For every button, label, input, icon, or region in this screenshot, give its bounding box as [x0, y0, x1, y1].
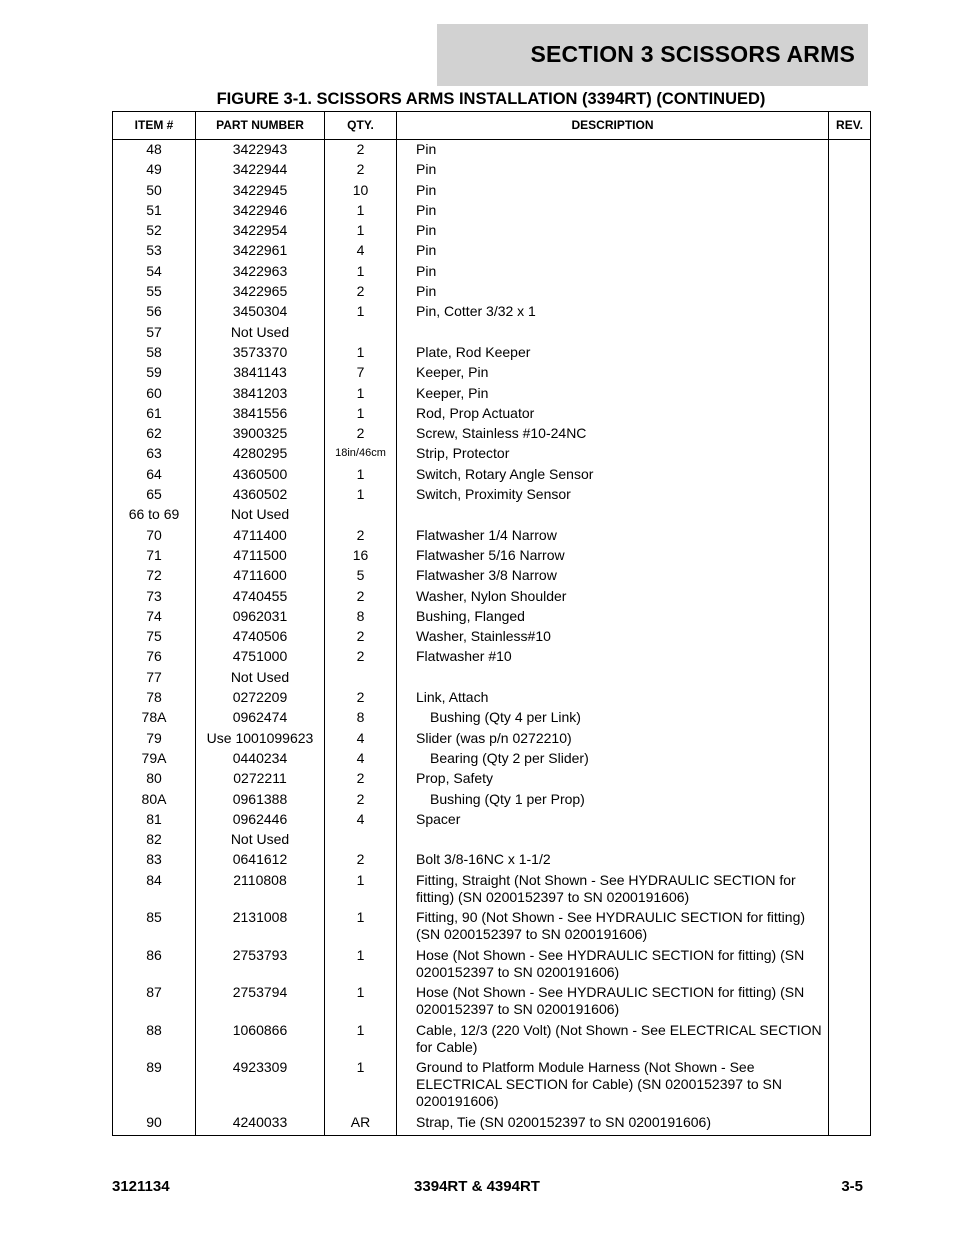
quantity-cell: 4	[325, 730, 397, 750]
quantity-cell: 8	[325, 709, 397, 729]
part-number-cell: 0272211	[196, 770, 325, 790]
table-row	[113, 811, 871, 831]
part-number-cell: 3422965	[196, 283, 325, 303]
revision-cell	[829, 608, 871, 628]
part-number-cell: 1060866	[196, 1022, 325, 1060]
quantity-cell: 1	[325, 1059, 397, 1114]
quantity-cell	[325, 831, 397, 851]
revision-cell	[829, 709, 871, 729]
revision-cell	[829, 445, 871, 465]
part-number-cell: 0272209	[196, 689, 325, 709]
part-number-cell: 0962031	[196, 608, 325, 628]
table-row	[113, 567, 871, 587]
revision-cell	[829, 567, 871, 587]
quantity-cell: 2	[325, 851, 397, 871]
table-row	[113, 405, 871, 425]
revision-cell	[829, 770, 871, 790]
item-number-cell: 65	[113, 486, 196, 506]
revision-cell	[829, 202, 871, 222]
quantity-cell: 1	[325, 984, 397, 1022]
table-row	[113, 547, 871, 567]
description-cell: Pin	[397, 283, 829, 303]
part-number-cell: Use 1001099623	[196, 730, 325, 750]
item-number-cell: 72	[113, 567, 196, 587]
item-number-cell: 85	[113, 909, 196, 947]
revision-cell	[829, 161, 871, 181]
table-row	[113, 445, 871, 465]
quantity-cell	[325, 324, 397, 344]
part-number-cell: 2753793	[196, 947, 325, 985]
parts-table	[112, 111, 871, 1136]
revision-cell	[829, 628, 871, 648]
table-header-row	[113, 112, 871, 140]
part-number-cell: Not Used	[196, 506, 325, 526]
part-number-cell: 3422945	[196, 182, 325, 202]
item-number-cell: 60	[113, 385, 196, 405]
quantity-cell: 1	[325, 344, 397, 364]
table-row	[113, 872, 871, 910]
item-number-cell: 71	[113, 547, 196, 567]
description-cell: Flatwasher #10	[397, 648, 829, 668]
revision-cell	[829, 1059, 871, 1114]
part-number-cell: 4240033	[196, 1114, 325, 1136]
item-number-cell: 59	[113, 364, 196, 384]
table-row	[113, 140, 871, 162]
description-cell: Fitting, Straight (Not Shown - See HYDRAULIC SECTION for fitting) (SN 0200152397 to SN 0200191606)	[397, 872, 829, 910]
description-cell: Pin	[397, 161, 829, 181]
description-cell: Strap, Tie (SN 0200152397 to SN 0200191606)	[397, 1114, 829, 1136]
quantity-cell: 2	[325, 648, 397, 668]
table-row	[113, 161, 871, 181]
part-number-cell: 3841556	[196, 405, 325, 425]
revision-cell	[829, 750, 871, 770]
item-number-cell: 51	[113, 202, 196, 222]
description-cell: Bushing (Qty 4 per Link)	[397, 709, 829, 729]
description-cell: Pin	[397, 140, 829, 162]
description-cell: Hose (Not Shown - See HYDRAULIC SECTION for fitting) (SN 0200152397 to SN 0200191606)	[397, 947, 829, 985]
quantity-cell	[325, 506, 397, 526]
part-number-cell: 0641612	[196, 851, 325, 871]
item-number-cell: 70	[113, 527, 196, 547]
description-cell: Washer, Nylon Shoulder	[397, 588, 829, 608]
quantity-cell: 18in/46cm	[325, 445, 397, 465]
description-cell: Slider (was p/n 0272210)	[397, 730, 829, 750]
description-cell: Flatwasher 1/4 Narrow	[397, 527, 829, 547]
quantity-cell: 2	[325, 628, 397, 648]
item-number-cell: 58	[113, 344, 196, 364]
quantity-cell: 1	[325, 1022, 397, 1060]
description-cell: Link, Attach	[397, 689, 829, 709]
description-cell: Bushing, Flanged	[397, 608, 829, 628]
quantity-cell: 4	[325, 811, 397, 831]
table-row	[113, 324, 871, 344]
quantity-cell: 10	[325, 182, 397, 202]
revision-cell	[829, 909, 871, 947]
table-row	[113, 791, 871, 811]
quantity-cell: 2	[325, 283, 397, 303]
table-row	[113, 669, 871, 689]
description-cell: Strip, Protector	[397, 445, 829, 465]
description-cell: Spacer	[397, 811, 829, 831]
part-number-cell: Not Used	[196, 324, 325, 344]
item-number-cell: 89	[113, 1059, 196, 1114]
revision-cell	[829, 364, 871, 384]
revision-cell	[829, 984, 871, 1022]
quantity-cell: 1	[325, 486, 397, 506]
quantity-cell: 4	[325, 242, 397, 262]
item-number-cell: 87	[113, 984, 196, 1022]
item-number-cell: 66 to 69	[113, 506, 196, 526]
part-number-cell: 3422954	[196, 222, 325, 242]
part-number-cell: 4711400	[196, 527, 325, 547]
description-cell: Bushing (Qty 1 per Prop)	[397, 791, 829, 811]
revision-cell	[829, 344, 871, 364]
quantity-cell: AR	[325, 1114, 397, 1136]
description-cell: Pin	[397, 182, 829, 202]
part-number-cell: 2753794	[196, 984, 325, 1022]
revision-cell	[829, 947, 871, 985]
description-cell: Pin, Cotter 3/32 x 1	[397, 303, 829, 323]
quantity-cell: 2	[325, 770, 397, 790]
description-cell: Switch, Proximity Sensor	[397, 486, 829, 506]
part-number-cell: 3450304	[196, 303, 325, 323]
revision-cell	[829, 506, 871, 526]
quantity-cell: 4	[325, 750, 397, 770]
table-row	[113, 1059, 871, 1114]
part-number-cell: 3841203	[196, 385, 325, 405]
quantity-cell: 2	[325, 140, 397, 162]
table-row	[113, 608, 871, 628]
item-number-cell: 80A	[113, 791, 196, 811]
item-number-cell: 64	[113, 466, 196, 486]
table-row	[113, 689, 871, 709]
item-number-cell: 48	[113, 140, 196, 162]
part-number-cell: 3422946	[196, 202, 325, 222]
table-row	[113, 770, 871, 790]
table-row	[113, 364, 871, 384]
table-row	[113, 527, 871, 547]
part-number-cell: 3422961	[196, 242, 325, 262]
revision-cell	[829, 851, 871, 871]
revision-cell	[829, 791, 871, 811]
quantity-cell: 2	[325, 527, 397, 547]
description-cell: Fitting, 90 (Not Shown - See HYDRAULIC SECTION for fitting) (SN 0200152397 to SN 0200191606)	[397, 909, 829, 947]
quantity-cell: 1	[325, 466, 397, 486]
part-number-cell: 0962474	[196, 709, 325, 729]
item-number-cell: 86	[113, 947, 196, 985]
item-number-cell: 90	[113, 1114, 196, 1136]
item-number-cell: 53	[113, 242, 196, 262]
revision-cell	[829, 648, 871, 668]
footer-model-names: 3394RT & 4394RT	[414, 1178, 540, 1195]
table-row	[113, 486, 871, 506]
item-number-cell: 74	[113, 608, 196, 628]
footer-page-number: 3-5	[841, 1178, 863, 1195]
quantity-cell: 1	[325, 947, 397, 985]
quantity-cell: 5	[325, 567, 397, 587]
quantity-cell: 2	[325, 161, 397, 181]
revision-cell	[829, 405, 871, 425]
table-row	[113, 242, 871, 262]
part-number-cell: 4711600	[196, 567, 325, 587]
revision-cell	[829, 324, 871, 344]
part-number-cell: 0440234	[196, 750, 325, 770]
part-number-cell: 4751000	[196, 648, 325, 668]
table-row	[113, 984, 871, 1022]
table-row	[113, 466, 871, 486]
description-cell	[397, 506, 829, 526]
item-number-cell: 61	[113, 405, 196, 425]
item-number-cell: 78A	[113, 709, 196, 729]
revision-cell	[829, 303, 871, 323]
description-cell: Cable, 12/3 (220 Volt) (Not Shown - See ELECTRICAL SECTION for Cable)	[397, 1022, 829, 1060]
table-row	[113, 222, 871, 242]
description-cell: Switch, Rotary Angle Sensor	[397, 466, 829, 486]
item-number-cell: 54	[113, 263, 196, 283]
revision-cell	[829, 182, 871, 202]
quantity-cell: 1	[325, 909, 397, 947]
part-number-cell: 4360502	[196, 486, 325, 506]
section-title: SECTION 3 SCISSORS ARMS	[530, 41, 855, 67]
description-cell: Pin	[397, 222, 829, 242]
table-row	[113, 851, 871, 871]
footer-document-number: 3121134	[112, 1178, 170, 1195]
item-number-cell: 83	[113, 851, 196, 871]
table-row	[113, 506, 871, 526]
item-number-cell: 62	[113, 425, 196, 445]
revision-cell	[829, 872, 871, 910]
revision-cell	[829, 486, 871, 506]
quantity-cell: 16	[325, 547, 397, 567]
description-cell: Pin	[397, 263, 829, 283]
quantity-cell: 7	[325, 364, 397, 384]
parts-table-body	[113, 140, 871, 1136]
part-number-cell: 2110808	[196, 872, 325, 910]
part-number-cell: 3573370	[196, 344, 325, 364]
table-row	[113, 709, 871, 729]
table-row	[113, 1022, 871, 1060]
part-number-cell: 4740455	[196, 588, 325, 608]
item-number-cell: 50	[113, 182, 196, 202]
column-header-qty: QTY.	[325, 112, 397, 140]
item-number-cell: 57	[113, 324, 196, 344]
item-number-cell: 55	[113, 283, 196, 303]
table-row	[113, 425, 871, 445]
description-cell	[397, 831, 829, 851]
item-number-cell: 52	[113, 222, 196, 242]
quantity-cell: 1	[325, 385, 397, 405]
quantity-cell: 1	[325, 202, 397, 222]
description-cell	[397, 669, 829, 689]
revision-cell	[829, 466, 871, 486]
part-number-cell: 3422963	[196, 263, 325, 283]
part-number-cell: 4280295	[196, 445, 325, 465]
quantity-cell	[325, 669, 397, 689]
part-number-cell: 0961388	[196, 791, 325, 811]
column-header-description: DESCRIPTION	[397, 112, 829, 140]
description-cell: Bearing (Qty 2 per Slider)	[397, 750, 829, 770]
part-number-cell: 4740506	[196, 628, 325, 648]
quantity-cell: 1	[325, 303, 397, 323]
part-number-cell: 3841143	[196, 364, 325, 384]
quantity-cell: 2	[325, 689, 397, 709]
description-cell: Screw, Stainless #10-24NC	[397, 425, 829, 445]
table-row	[113, 730, 871, 750]
description-cell: Keeper, Pin	[397, 364, 829, 384]
revision-cell	[829, 385, 871, 405]
revision-cell	[829, 730, 871, 750]
part-number-cell: Not Used	[196, 669, 325, 689]
table-row	[113, 831, 871, 851]
revision-cell	[829, 689, 871, 709]
description-cell: Washer, Stainless#10	[397, 628, 829, 648]
part-number-cell: 0962446	[196, 811, 325, 831]
quantity-cell: 1	[325, 222, 397, 242]
revision-cell	[829, 669, 871, 689]
description-cell: Hose (Not Shown - See HYDRAULIC SECTION for fitting) (SN 0200152397 to SN 0200191606)	[397, 984, 829, 1022]
revision-cell	[829, 831, 871, 851]
part-number-cell: 3422944	[196, 161, 325, 181]
item-number-cell: 80	[113, 770, 196, 790]
description-cell: Keeper, Pin	[397, 385, 829, 405]
revision-cell	[829, 283, 871, 303]
description-cell: Bolt 3/8-16NC x 1-1/2	[397, 851, 829, 871]
item-number-cell: 79A	[113, 750, 196, 770]
item-number-cell: 78	[113, 689, 196, 709]
part-number-cell: 4923309	[196, 1059, 325, 1114]
description-cell: Flatwasher 5/16 Narrow	[397, 547, 829, 567]
table-row	[113, 344, 871, 364]
figure-title: FIGURE 3-1. SCISSORS ARMS INSTALLATION (3394RT) (CONTINUED)	[216, 90, 766, 108]
description-cell: Prop, Safety	[397, 770, 829, 790]
revision-cell	[829, 547, 871, 567]
revision-cell	[829, 425, 871, 445]
description-cell: Pin	[397, 242, 829, 262]
table-row	[113, 263, 871, 283]
column-header-part-number: PART NUMBER	[196, 112, 325, 140]
table-row	[113, 750, 871, 770]
table-row	[113, 648, 871, 668]
table-row	[113, 303, 871, 323]
quantity-cell: 1	[325, 263, 397, 283]
item-number-cell: 82	[113, 831, 196, 851]
part-number-cell: 4711500	[196, 547, 325, 567]
table-row	[113, 385, 871, 405]
revision-cell	[829, 222, 871, 242]
revision-cell	[829, 140, 871, 162]
revision-cell	[829, 811, 871, 831]
revision-cell	[829, 527, 871, 547]
item-number-cell: 81	[113, 811, 196, 831]
quantity-cell: 2	[325, 425, 397, 445]
table-row	[113, 1114, 871, 1136]
column-header-rev: REV.	[829, 112, 871, 140]
description-cell	[397, 324, 829, 344]
revision-cell	[829, 588, 871, 608]
item-number-cell: 84	[113, 872, 196, 910]
item-number-cell: 63	[113, 445, 196, 465]
description-cell: Pin	[397, 202, 829, 222]
revision-cell	[829, 1114, 871, 1136]
part-number-cell: Not Used	[196, 831, 325, 851]
table-row	[113, 202, 871, 222]
quantity-cell: 2	[325, 791, 397, 811]
table-row	[113, 628, 871, 648]
revision-cell	[829, 263, 871, 283]
revision-cell	[829, 1022, 871, 1060]
item-number-cell: 49	[113, 161, 196, 181]
item-number-cell: 88	[113, 1022, 196, 1060]
section-banner	[437, 24, 868, 86]
description-cell: Plate, Rod Keeper	[397, 344, 829, 364]
description-cell: Ground to Platform Module Harness (Not Shown - See ELECTRICAL SECTION for Cable) (SN 0200152397 to SN 0200191606)	[397, 1059, 829, 1114]
table-row	[113, 909, 871, 947]
table-row	[113, 283, 871, 303]
item-number-cell: 77	[113, 669, 196, 689]
item-number-cell: 73	[113, 588, 196, 608]
table-row	[113, 947, 871, 985]
quantity-cell: 8	[325, 608, 397, 628]
part-number-cell: 3422943	[196, 140, 325, 162]
part-number-cell: 3900325	[196, 425, 325, 445]
part-number-cell: 2131008	[196, 909, 325, 947]
table-row	[113, 182, 871, 202]
part-number-cell: 4360500	[196, 466, 325, 486]
quantity-cell: 1	[325, 872, 397, 910]
column-header-item: ITEM #	[113, 112, 196, 140]
table-row	[113, 588, 871, 608]
item-number-cell: 75	[113, 628, 196, 648]
quantity-cell: 1	[325, 405, 397, 425]
quantity-cell: 2	[325, 588, 397, 608]
item-number-cell: 76	[113, 648, 196, 668]
description-cell: Rod, Prop Actuator	[397, 405, 829, 425]
description-cell: Flatwasher 3/8 Narrow	[397, 567, 829, 587]
revision-cell	[829, 242, 871, 262]
item-number-cell: 79	[113, 730, 196, 750]
item-number-cell: 56	[113, 303, 196, 323]
